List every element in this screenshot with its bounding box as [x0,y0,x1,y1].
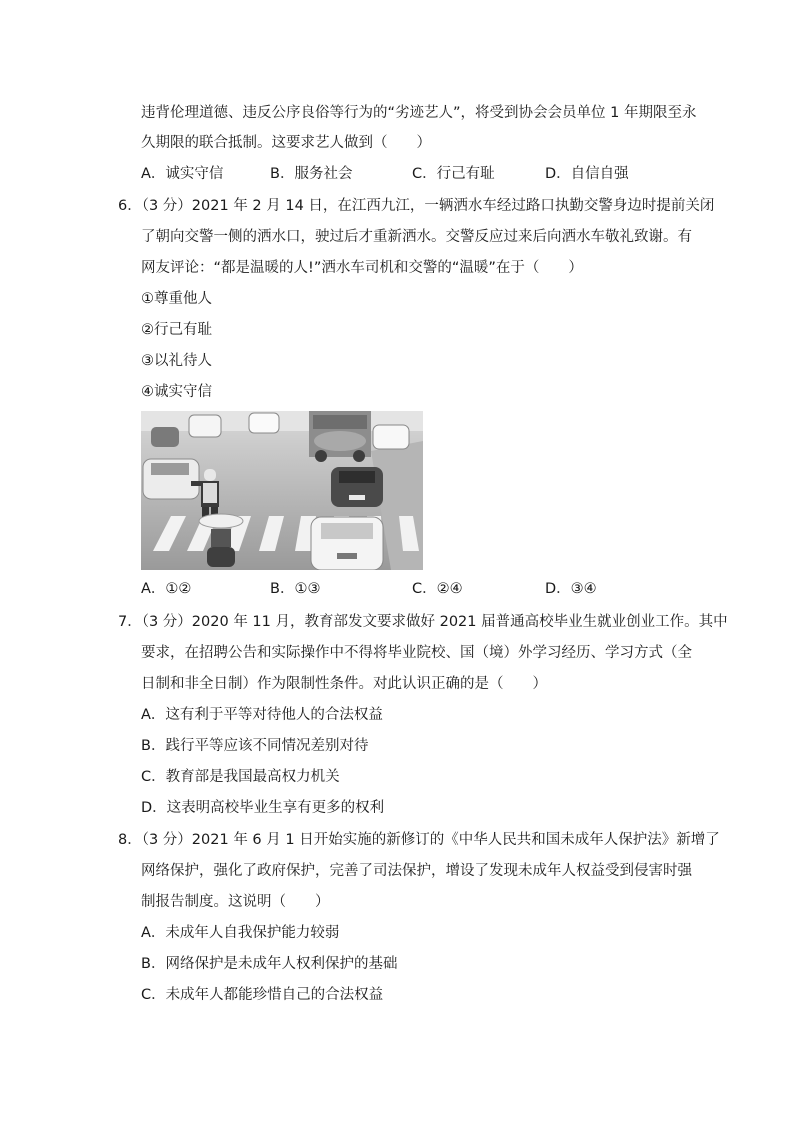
q8-option-a: A．未成年人自我保护能力较弱 [141,925,340,941]
q8-option-c: C．未成年人都能珍惜自己的合法权益 [141,987,384,1003]
q7-option-d: D．这表明高校毕业生享有更多的权利 [141,800,385,816]
q8-stem-line-2: 网络保护，强化了政府保护，完善了司法保护，增设了发现未成年人权益受到侵害时强 [141,863,692,879]
traffic-police-photo [141,411,423,570]
q5-option-c: C．行己有耻 [412,166,495,182]
q5-option-d: D．自信自强 [545,166,629,182]
q6-item-4: ④诚实守信 [141,384,212,400]
q5-option-a: A．诚实守信 [141,166,224,182]
q7-stem-line-2: 要求，在招聘公告和实际操作中不得将毕业院校、国（境）外学习经历、学习方式（全 [141,645,692,661]
q7-stem-line-3: 日制和非全日制）作为限制性条件。对此认识正确的是（ ） [141,676,547,692]
q7-option-a: A．这有利于平等对待他人的合法权益 [141,707,383,723]
q6-stem-line-2: 了朝向交警一侧的洒水口，驶过后才重新洒水。交警反应过来后向洒水车敬礼致谢。有 [141,229,692,245]
q7-stem-line-1: 7．（3 分）2020 年 11 月，教育部发文要求做好 2021 届普通高校毕业生就业创业工作。其中 [118,614,728,630]
q6-option-b: B．①③ [270,581,321,597]
q6-item-2: ②行己有耻 [141,322,212,338]
q5-stem-line-2: 久期限的联合抵制。这要求艺人做到（ ） [141,135,431,151]
q8-option-b: B．网络保护是未成年人权利保护的基础 [141,956,398,972]
q5-option-b: B．服务社会 [270,166,353,182]
q8-stem-line-3: 制报告制度。这说明（ ） [141,894,330,910]
q6-stem-line-3: 网友评论：“都是温暖的人!”洒水车司机和交警的“温暖”在于（ ） [141,260,583,276]
q6-stem-line-1: 6．（3 分）2021 年 2 月 14 日，在江西九江，一辆洒水车经过路口执勤交警身边时提前关闭 [118,198,715,214]
q6-item-1: ①尊重他人 [141,291,212,307]
q7-option-b: B．践行平等应该不同情况差别对待 [141,738,369,754]
q8-stem-line-1: 8．（3 分）2021 年 6 月 1 日开始实施的新修订的《中华人民共和国未成年人保护法》新增了 [118,832,720,848]
q6-item-3: ③以礼待人 [141,353,212,369]
q6-option-a: A．①② [141,581,192,597]
q7-option-c: C．教育部是我国最高权力机关 [141,769,340,785]
q5-stem-line-1: 违背伦理道德、违反公序良俗等行为的“劣迹艺人”，将受到协会会员单位 1 年期限至永 [141,105,697,121]
q6-option-d: D．③④ [545,581,597,597]
q6-option-c: C．②④ [412,581,463,597]
